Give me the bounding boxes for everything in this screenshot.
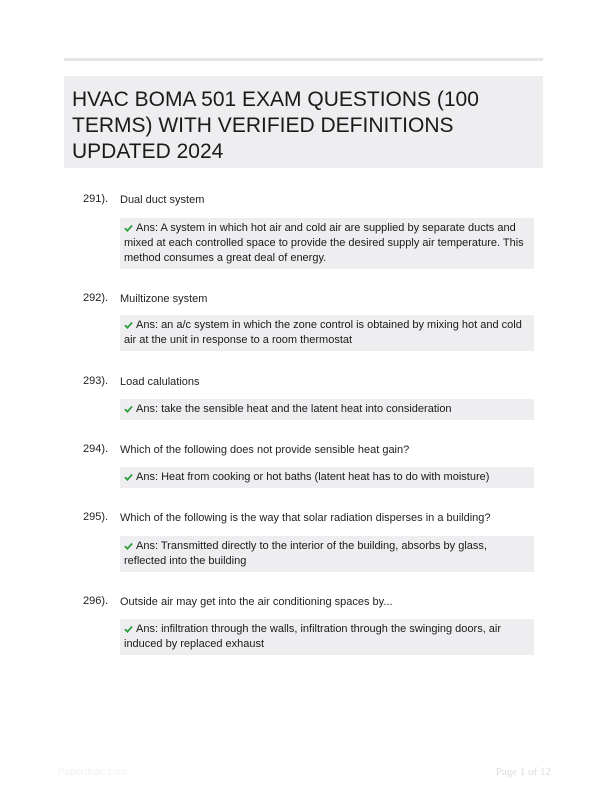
check-icon xyxy=(124,625,133,633)
check-icon xyxy=(124,473,133,481)
question-number: 295). xyxy=(83,511,109,523)
answer-text: Ans: A system in which hot air and cold air are supplied by separate ducts and mixed at each controlled space to provide the desired supply air temperature. This method consumes a great deal of energy. xyxy=(124,222,524,264)
question-number: 291). xyxy=(83,193,109,205)
answer-box xyxy=(120,218,534,269)
check-icon xyxy=(124,224,133,232)
answer-text: Ans: take the sensible heat and the latent heat into consideration xyxy=(136,403,452,415)
check-icon xyxy=(124,405,133,413)
question-text: Which of the following is the way that solar radiation disperses in a building? xyxy=(120,512,491,524)
question-number: 296). xyxy=(83,595,109,607)
check-icon xyxy=(124,321,133,329)
question-number: 293). xyxy=(83,375,109,387)
answer-text: Ans: infiltration through the walls, infiltration through the swinging doors, air induced by replaced exhaust xyxy=(124,623,502,650)
question-text: Outside air may get into the air conditioning spaces by... xyxy=(120,596,393,608)
title-banner xyxy=(64,76,543,168)
answer-text: Ans: Heat from cooking or hot baths (latent heat has to do with moisture) xyxy=(136,471,490,483)
answer-box xyxy=(120,619,534,655)
footer-watermark: Papertfolic.com xyxy=(58,767,127,778)
question-text: Load calulations xyxy=(120,376,200,388)
question-text: Which of the following does not provide sensible heat gain? xyxy=(120,444,410,456)
top-divider xyxy=(64,58,543,61)
question-text: Dual duct system xyxy=(120,194,205,206)
answer-box xyxy=(120,467,534,488)
answer-box xyxy=(120,399,534,420)
page-number: Page 1 of 12 xyxy=(495,766,551,778)
question-number: 294). xyxy=(83,443,109,455)
answer-text: Ans: an a/c system in which the zone control is obtained by mixing hot and cold air at the unit in response to a room thermostat xyxy=(124,319,522,346)
answer-box xyxy=(120,536,534,572)
document-title: HVAC BOMA 501 EXAM QUESTIONS (100 TERMS) WITH VERIFIED DEFINITIONS UPDATED 2024 xyxy=(72,88,479,163)
answer-box xyxy=(120,315,534,351)
question-text: Muiltizone system xyxy=(120,293,208,305)
answer-text: Ans: Transmitted directly to the interior of the building, absorbs by glass, reflected into the building xyxy=(124,540,487,567)
check-icon xyxy=(124,542,133,550)
question-number: 292). xyxy=(83,292,109,304)
